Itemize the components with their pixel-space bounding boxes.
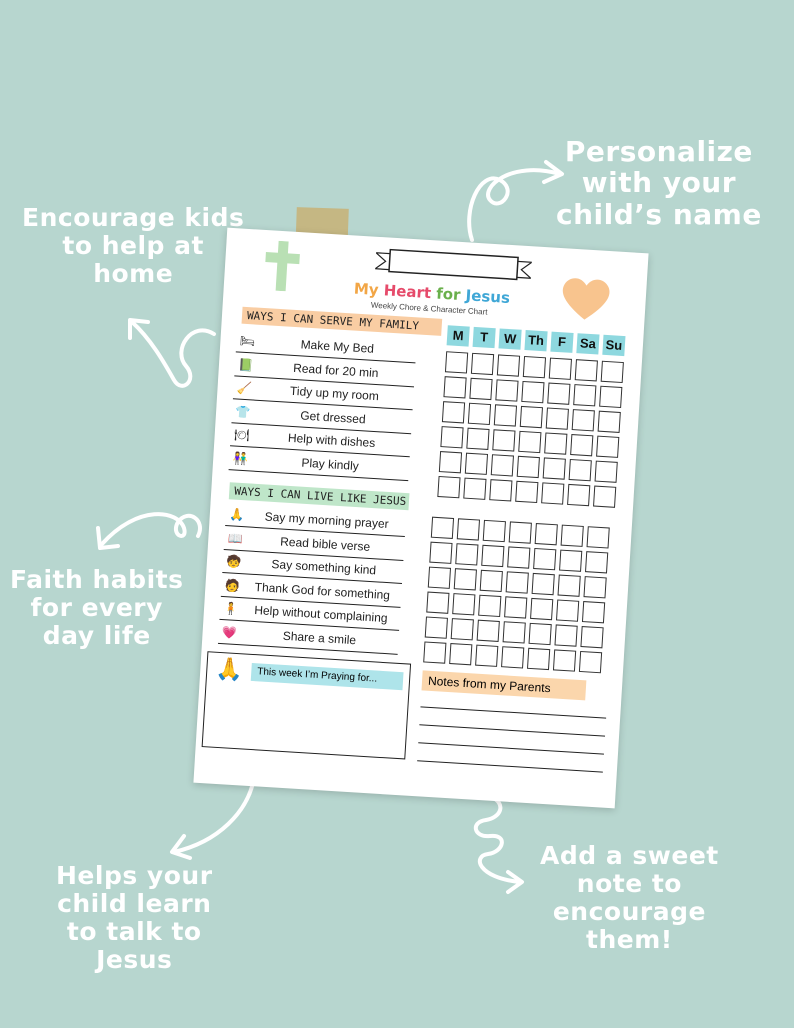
checkbox-cell[interactable]: [439, 451, 462, 473]
checkbox-cell[interactable]: [431, 517, 454, 539]
praying-box[interactable]: [202, 651, 411, 759]
checkbox-cell[interactable]: [426, 592, 449, 614]
checkbox-cell[interactable]: [463, 478, 486, 500]
chore-label: Thank God for something: [254, 579, 391, 602]
serve-heading: WAYS I CAN SERVE MY FAMILY: [242, 307, 443, 336]
checkbox-cell[interactable]: [442, 401, 465, 423]
callout-line: note to: [576, 869, 682, 898]
checkbox-cell[interactable]: [558, 575, 581, 597]
title-part: Jesus: [465, 286, 511, 308]
checkbox-cell[interactable]: [547, 383, 570, 405]
checkbox-cell[interactable]: [509, 521, 532, 543]
arrow-to-serve-list-icon: [122, 310, 222, 400]
checkbox-cell[interactable]: [451, 618, 474, 640]
chore-label: Help without complaining: [253, 603, 388, 626]
serve-checkbox-grid: [437, 351, 624, 508]
cross-icon: [262, 240, 303, 292]
chore-label: Play kindly: [301, 455, 360, 473]
checkbox-cell[interactable]: [491, 454, 514, 476]
chart-subtitle: Weekly Chore & Character Chart: [370, 300, 488, 317]
heart-icon: [558, 274, 613, 323]
checkbox-cell[interactable]: [593, 486, 616, 508]
checkbox-cell[interactable]: [518, 431, 541, 453]
checkbox-cell[interactable]: [475, 645, 498, 667]
checkbox-cell[interactable]: [521, 381, 544, 403]
checkbox-cell[interactable]: [553, 649, 576, 671]
callout-line: with your: [581, 166, 737, 200]
checkbox-cell[interactable]: [501, 646, 524, 668]
chore-label: Make My Bed: [300, 337, 375, 356]
praying-label: This week I’m Praying for...: [251, 663, 404, 690]
checkbox-cell[interactable]: [495, 379, 518, 401]
day-header: M: [447, 325, 470, 346]
checkbox-cell[interactable]: [503, 621, 526, 643]
callout-encourage-kids: [22, 204, 244, 288]
checkbox-cell[interactable]: [523, 356, 546, 378]
checkbox-cell[interactable]: [532, 573, 555, 595]
broom-icon: 🧹: [236, 380, 253, 396]
bible-icon: 📖: [227, 530, 244, 546]
callout-line: Add a sweet: [540, 841, 719, 870]
checkbox-cell[interactable]: [585, 551, 608, 573]
checkbox-cell[interactable]: [492, 429, 515, 451]
checkbox-cell[interactable]: [533, 548, 556, 570]
checkbox-cell[interactable]: [423, 641, 446, 663]
chore-label: Read for 20 min: [292, 360, 379, 380]
checkbox-cell[interactable]: [483, 520, 506, 542]
checkbox-cell[interactable]: [596, 436, 619, 458]
chore-chart-sheet: [193, 228, 648, 809]
callout-line: day life: [42, 621, 151, 650]
callout-line: them!: [586, 925, 673, 954]
checkbox-cell[interactable]: [583, 576, 606, 598]
checkbox-cell[interactable]: [455, 543, 478, 565]
callout-line: Encourage kids: [22, 203, 245, 232]
grateful-child-icon: 🧑: [224, 577, 241, 593]
callout-line: for every: [30, 593, 163, 622]
chore-label: Say something kind: [271, 556, 377, 578]
checkbox-cell[interactable]: [544, 432, 567, 454]
checkbox-cell[interactable]: [452, 593, 475, 615]
checkbox-cell[interactable]: [580, 626, 603, 648]
checkbox-cell[interactable]: [506, 571, 529, 593]
callout-line: encourage: [552, 897, 706, 926]
checkbox-cell[interactable]: [469, 378, 492, 400]
callout-line: Jesus: [96, 945, 173, 974]
checkbox-cell[interactable]: [494, 404, 517, 426]
checkbox-cell[interactable]: [429, 542, 452, 564]
chore-label: Tidy up my room: [289, 383, 380, 404]
note-line[interactable]: [417, 760, 603, 772]
checkbox-cell[interactable]: [595, 461, 618, 483]
note-line[interactable]: [420, 706, 606, 718]
checkbox-cell[interactable]: [575, 359, 598, 381]
checkbox-cell[interactable]: [570, 434, 593, 456]
day-header: Sa: [576, 333, 599, 354]
dishes-icon: 🍽: [233, 427, 250, 443]
checkbox-cell[interactable]: [561, 525, 584, 547]
checkbox-cell[interactable]: [465, 453, 488, 475]
checkbox-cell[interactable]: [425, 616, 448, 638]
checkbox-cell[interactable]: [449, 643, 472, 665]
live-checkbox-grid: [423, 517, 610, 674]
callout-line: to help at: [62, 231, 204, 260]
checkbox-cell[interactable]: [454, 568, 477, 590]
checkbox-cell[interactable]: [587, 526, 610, 548]
checkbox-cell[interactable]: [481, 545, 504, 567]
checkbox-cell[interactable]: [567, 484, 590, 506]
checkbox-cell[interactable]: [582, 601, 605, 623]
chore-label: Say my morning prayer: [264, 509, 390, 532]
callout-sweet-note: [540, 842, 719, 954]
checkbox-cell[interactable]: [535, 523, 558, 545]
checkbox-cell[interactable]: [549, 358, 572, 380]
chore-label: Help with dishes: [287, 430, 376, 451]
callout-line: home: [93, 259, 174, 288]
callout-line: Helps your: [56, 861, 213, 890]
checkbox-cell[interactable]: [515, 481, 538, 503]
checkbox-cell[interactable]: [471, 353, 494, 375]
callout-personalize: [556, 136, 762, 230]
checkbox-cell[interactable]: [497, 354, 520, 376]
callout-line: to talk to: [66, 917, 202, 946]
checkbox-cell[interactable]: [543, 457, 566, 479]
checkbox-cell[interactable]: [559, 550, 582, 572]
day-header: Th: [524, 330, 547, 351]
kids-icon: 👫: [232, 450, 249, 466]
live-heading: WAYS I CAN LIVE LIKE JESUS: [229, 482, 410, 510]
checkbox-cell[interactable]: [437, 476, 460, 498]
checkbox-cell[interactable]: [443, 376, 466, 398]
checkbox-cell[interactable]: [529, 623, 552, 645]
shirt-icon: 👕: [235, 404, 252, 419]
checkbox-cell[interactable]: [599, 386, 622, 408]
notes-label: Notes from my Parents: [421, 670, 586, 700]
day-header: W: [498, 328, 521, 349]
callout-line: child’s name: [556, 197, 762, 231]
checkbox-cell[interactable]: [573, 384, 596, 406]
chore-label: Share a smile: [282, 628, 357, 647]
child-icon: 🧒: [226, 554, 242, 570]
praying-hands-icon: 🙏: [214, 656, 244, 684]
callout-line: Personalize: [564, 135, 753, 168]
arrow-to-faith-list-icon: [88, 492, 218, 562]
checkbox-cell[interactable]: [579, 651, 602, 673]
smile-heart-icon: 💗: [221, 624, 238, 640]
checkbox-cell[interactable]: [489, 479, 512, 501]
checkbox-cell[interactable]: [601, 361, 624, 383]
checkbox-cell[interactable]: [457, 518, 480, 540]
name-banner[interactable]: [375, 247, 532, 284]
callout-line: child learn: [57, 889, 212, 918]
callout-talk-to-jesus: [56, 862, 213, 974]
checkbox-cell[interactable]: [569, 459, 592, 481]
book-icon: 📗: [238, 357, 254, 372]
note-line[interactable]: [418, 742, 604, 754]
checkbox-cell[interactable]: [556, 599, 579, 621]
day-header-row: [447, 325, 626, 356]
day-header: Su: [602, 335, 625, 356]
checkbox-cell[interactable]: [520, 406, 543, 428]
note-line[interactable]: [419, 724, 605, 736]
checkbox-cell[interactable]: [480, 570, 503, 592]
callout-line: Faith habits: [10, 565, 184, 594]
checkbox-cell[interactable]: [466, 428, 489, 450]
praying-child-icon: 🙏: [228, 507, 245, 523]
checkbox-cell[interactable]: [468, 403, 491, 425]
checkbox-cell[interactable]: [477, 620, 500, 642]
checkbox-cell[interactable]: [507, 546, 530, 568]
chore-label: Get dressed: [299, 407, 367, 426]
day-header: F: [550, 332, 573, 353]
chore-label: Read bible verse: [279, 533, 371, 554]
checkbox-cell[interactable]: [428, 567, 451, 589]
checkbox-cell[interactable]: [527, 648, 550, 670]
arrow-to-notes-icon: [460, 790, 550, 900]
checkbox-cell[interactable]: [517, 456, 540, 478]
day-header: T: [473, 327, 496, 348]
title-part: My: [353, 279, 385, 300]
checkbox-cell[interactable]: [546, 407, 569, 429]
checkbox-cell[interactable]: [504, 596, 527, 618]
checkbox-cell[interactable]: [445, 351, 468, 373]
bed-icon: 🛏: [239, 333, 256, 349]
title-part: for: [435, 284, 467, 305]
checkbox-cell[interactable]: [572, 409, 595, 431]
arrow-to-name-icon: [460, 150, 570, 246]
checkbox-cell[interactable]: [598, 411, 621, 433]
checkbox-cell[interactable]: [440, 426, 463, 448]
helping-child-icon: 🧍: [223, 601, 239, 617]
checkbox-cell[interactable]: [530, 598, 553, 620]
title-part: Heart: [383, 281, 437, 303]
checkbox-cell[interactable]: [478, 595, 501, 617]
callout-faith-habits: [10, 566, 183, 650]
checkbox-cell[interactable]: [541, 482, 564, 504]
checkbox-cell[interactable]: [554, 624, 577, 646]
